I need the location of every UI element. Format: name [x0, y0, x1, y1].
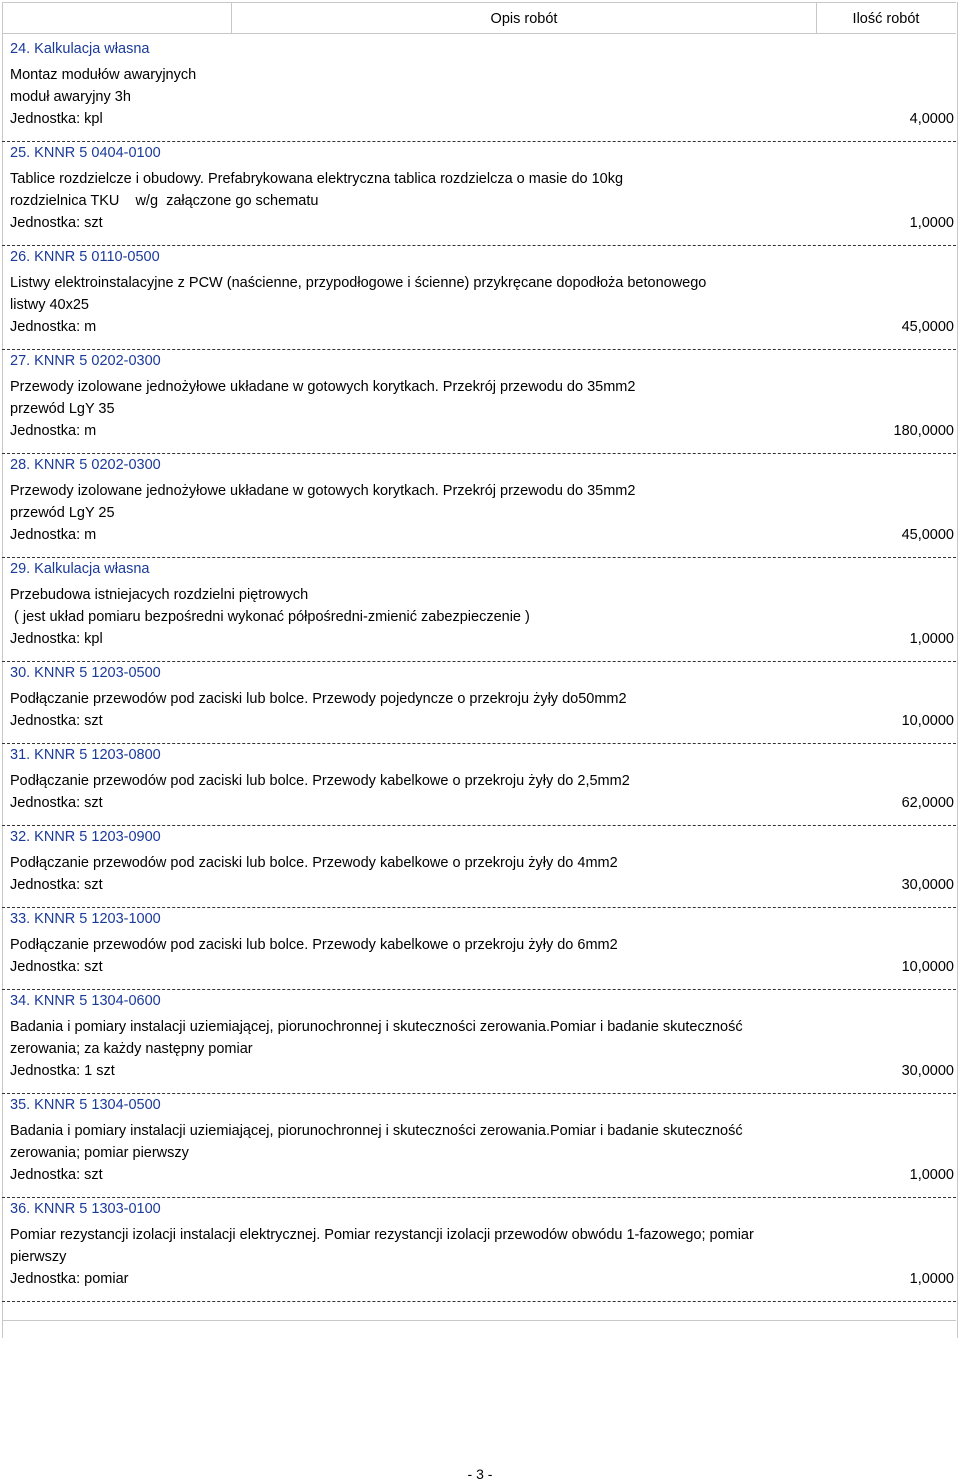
description-line: rozdzielnica TKU w/g załączone go schematu	[10, 193, 319, 209]
list-item	[10, 1090, 954, 1194]
entry-description	[10, 766, 954, 792]
entry-quantity: 1,0000	[909, 1271, 954, 1287]
entry-quantity: 4,0000	[909, 111, 954, 127]
entry-unit: Jednostka: m	[10, 319, 97, 335]
entry-description	[10, 268, 954, 316]
entry-quantity: 1,0000	[909, 631, 954, 647]
header-quantity: Ilość robót	[852, 11, 920, 27]
entry-unit: Jednostka: kpl	[10, 111, 103, 127]
entry-list	[10, 34, 954, 1298]
list-item	[10, 986, 954, 1090]
entry-quantity: 180,0000	[893, 423, 954, 439]
entry-quantity: 10,0000	[901, 713, 954, 729]
entry-quantity: 45,0000	[901, 319, 954, 335]
description-line: Listwy elektroinstalacyjne z PCW (naścienne, przypodłogowe i ścienne) przykręcane dopodłoża betonowego	[10, 275, 707, 291]
unit-row	[10, 792, 954, 814]
unit-row	[10, 212, 954, 234]
entry-description	[10, 476, 954, 524]
page-number: - 3 -	[467, 1466, 493, 1482]
list-item	[10, 554, 954, 658]
unit-row	[10, 710, 954, 732]
list-item	[10, 822, 954, 904]
entry-quantity: 45,0000	[901, 527, 954, 543]
unit-row	[10, 524, 954, 546]
entry-number: 26. KNNR 5 0110-0500	[10, 249, 160, 265]
entry-description	[10, 1012, 954, 1060]
unit-row	[10, 628, 954, 650]
entry-description	[10, 1220, 954, 1268]
entry-number: 30. KNNR 5 1203-0500	[10, 665, 161, 681]
entry-unit: Jednostka: m	[10, 423, 97, 439]
entry-number: 33. KNNR 5 1203-1000	[10, 911, 161, 927]
entry-quantity: 1,0000	[909, 215, 954, 231]
description-line: Podłączanie przewodów pod zaciski lub bolce. Przewody pojedyncze o przekroju żyły do50mm2	[10, 691, 627, 707]
description-line: Badania i pomiary instalacji uziemiającej, piorunochronnej i skuteczności zerowania.Pomiar i badanie skuteczność	[10, 1019, 743, 1035]
entry-quantity: 30,0000	[901, 1063, 954, 1079]
entry-description	[10, 684, 954, 710]
entry-quantity: 30,0000	[901, 877, 954, 893]
list-item	[10, 346, 954, 450]
description-line: moduł awaryjny 3h	[10, 89, 131, 105]
entry-quantity: 62,0000	[901, 795, 954, 811]
entry-number: 25. KNNR 5 0404-0100	[10, 145, 161, 161]
entry-number: 32. KNNR 5 1203-0900	[10, 829, 161, 845]
entry-description	[10, 1116, 954, 1164]
description-line: Przebudowa istniejacych rozdzielni piętrowych	[10, 587, 309, 603]
entry-description	[10, 164, 954, 212]
header-number-cell	[2, 3, 231, 34]
entry-description	[10, 372, 954, 420]
entry-number: 28. KNNR 5 0202-0300	[10, 457, 161, 473]
description-line: pierwszy	[10, 1249, 67, 1265]
entry-unit: Jednostka: szt	[10, 713, 103, 729]
list-item	[10, 450, 954, 554]
entry-unit: Jednostka: szt	[10, 877, 103, 893]
unit-row	[10, 874, 954, 896]
entry-unit: Jednostka: szt	[10, 959, 103, 975]
list-item	[10, 242, 954, 346]
entry-number: 35. KNNR 5 1304-0500	[10, 1097, 161, 1113]
list-item	[10, 740, 954, 822]
description-line: Podłączanie przewodów pod zaciski lub bolce. Przewody kabelkowe o przekroju żyły do 6mm2	[10, 937, 618, 953]
description-line: zerowania; pomiar pierwszy	[10, 1145, 189, 1161]
entry-number: 29. Kalkulacja własna	[10, 561, 150, 577]
list-item	[10, 904, 954, 986]
entry-description	[10, 848, 954, 874]
entry-number: 31. KNNR 5 1203-0800	[10, 747, 161, 763]
entry-number: 24. Kalkulacja własna	[10, 41, 150, 57]
entry-description	[10, 930, 954, 956]
dashed-separator	[2, 1301, 956, 1302]
description-line: Przewody izolowane jednożyłowe układane w gotowych korytkach. Przekrój przewodu do 35mm2	[10, 483, 636, 499]
entry-number: 34. KNNR 5 1304-0600	[10, 993, 161, 1009]
description-line: Przewody izolowane jednożyłowe układane w gotowych korytkach. Przekrój przewodu do 35mm2	[10, 379, 636, 395]
description-line: Pomiar rezystancji izolacji instalacji elektrycznej. Pomiar rezystancji izolacji przewodów obwódu 1-fazowego; pomiar	[10, 1227, 754, 1243]
entry-number: 27. KNNR 5 0202-0300	[10, 353, 161, 369]
unit-row	[10, 1164, 954, 1186]
entry-unit: Jednostka: m	[10, 527, 97, 543]
entry-description	[10, 580, 954, 628]
list-item	[10, 1194, 954, 1298]
entry-unit: Jednostka: pomiar	[10, 1271, 129, 1287]
entry-quantity: 10,0000	[901, 959, 954, 975]
description-line: Podłączanie przewodów pod zaciski lub bolce. Przewody kabelkowe o przekroju żyły do 2,5mm2	[10, 773, 630, 789]
table-header	[2, 2, 956, 34]
list-item	[10, 138, 954, 242]
unit-row	[10, 108, 954, 130]
list-item	[10, 34, 954, 138]
list-item	[10, 658, 954, 740]
unit-row	[10, 1060, 954, 1082]
description-line: ( jest układ pomiaru bezpośredni wykonać półpośredni-zmienić zabezpieczenie )	[10, 609, 530, 625]
unit-row	[10, 316, 954, 338]
entry-description	[10, 60, 954, 108]
entry-unit: Jednostka: szt	[10, 795, 103, 811]
description-line: listwy 40x25	[10, 297, 89, 313]
unit-row	[10, 956, 954, 978]
description-line: Montaz modułów awaryjnych	[10, 67, 197, 83]
description-line: przewód LgY 35	[10, 401, 115, 417]
entry-number: 36. KNNR 5 1303-0100	[10, 1201, 161, 1217]
description-line: Podłączanie przewodów pod zaciski lub bolce. Przewody kabelkowe o przekroju żyły do 4mm2	[10, 855, 618, 871]
description-line: Badania i pomiary instalacji uziemiającej, piorunochronnej i skuteczności zerowania.Pomiar i badanie skuteczność	[10, 1123, 743, 1139]
unit-row	[10, 1268, 954, 1290]
entry-unit: Jednostka: 1 szt	[10, 1063, 115, 1079]
description-line: zerowania; za każdy następny pomiar	[10, 1041, 253, 1057]
entry-unit: Jednostka: szt	[10, 1167, 103, 1183]
description-line: Tablice rozdzielcze i obudowy. Prefabrykowana elektryczna tablica rozdzielcza o masie do 10kg	[10, 171, 624, 187]
entry-unit: Jednostka: kpl	[10, 631, 103, 647]
description-line: przewód LgY 25	[10, 505, 115, 521]
table-end	[2, 1320, 956, 1339]
entry-quantity: 1,0000	[909, 1167, 954, 1183]
entry-unit: Jednostka: szt	[10, 215, 103, 231]
unit-row	[10, 420, 954, 442]
header-description: Opis robót	[231, 3, 817, 34]
